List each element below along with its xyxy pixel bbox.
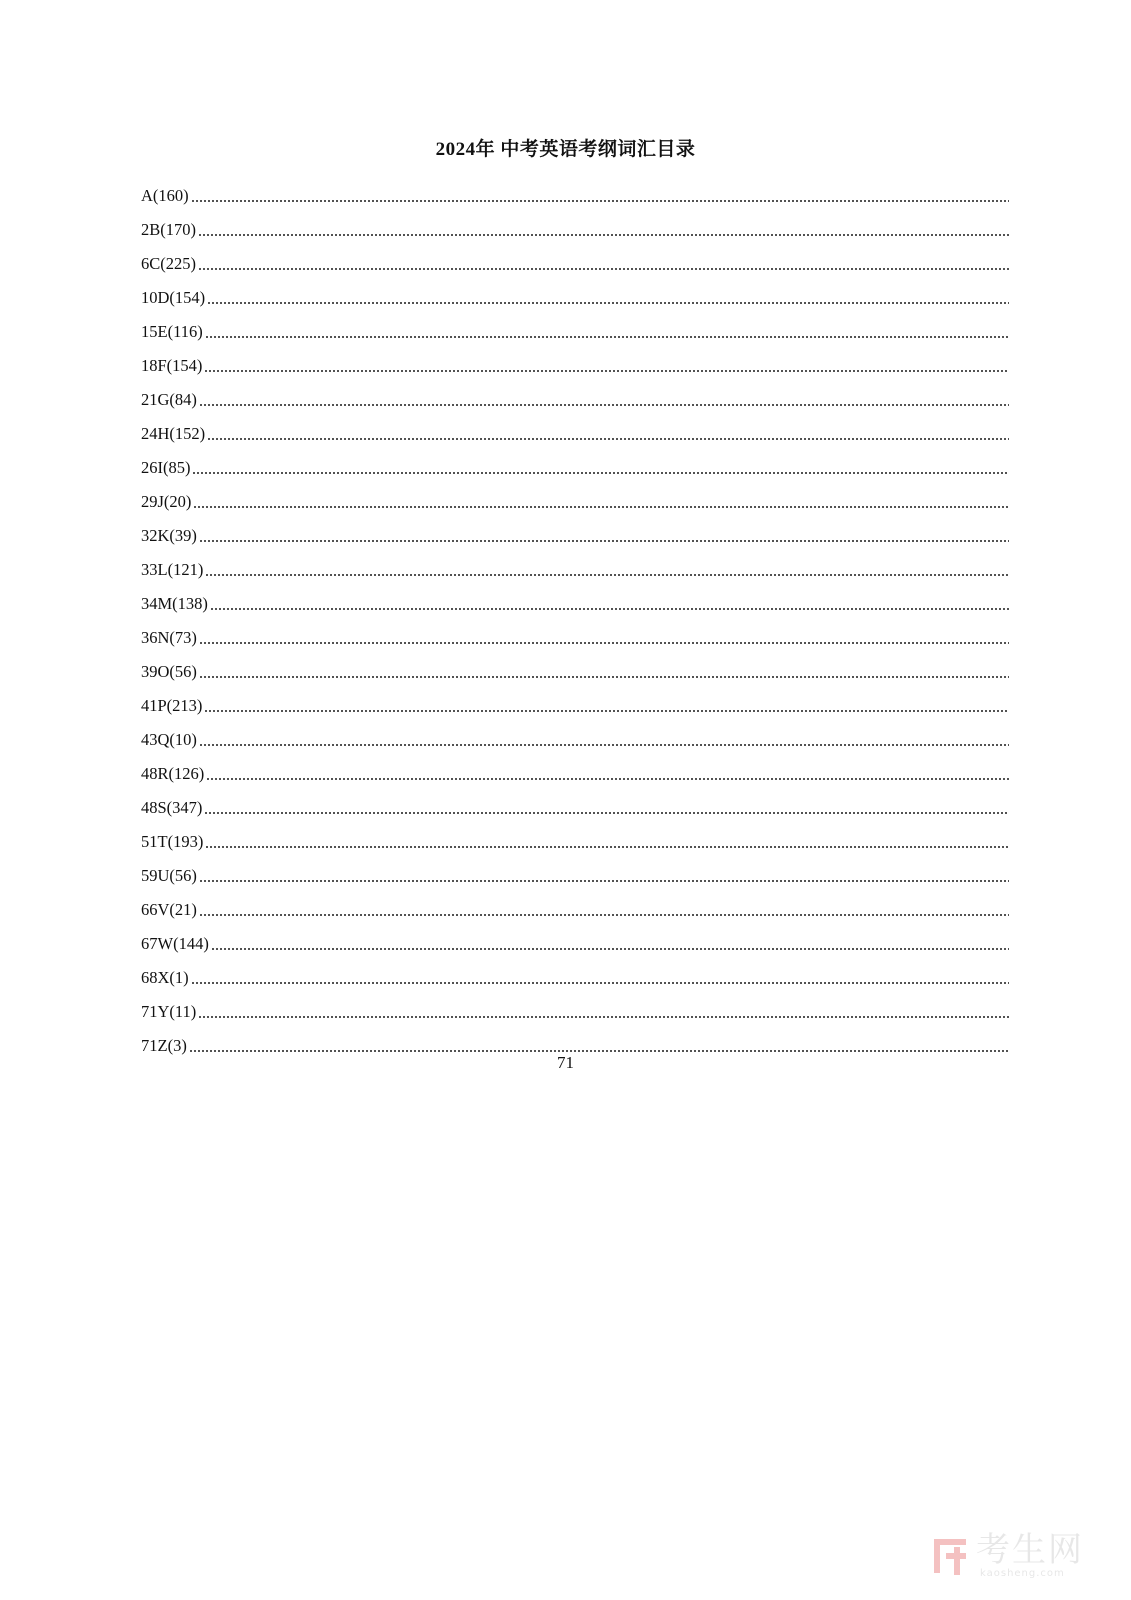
toc-entry-label: 29J(20): [141, 492, 192, 511]
toc-entry[interactable]: [141, 172, 1009, 206]
toc-entry-label: 59U(56): [141, 866, 197, 885]
toc-entry[interactable]: [141, 512, 1009, 546]
watermark-url: kaosheng.com: [980, 1567, 1065, 1579]
toc-entry-label: A(160): [141, 186, 189, 205]
toc-entry-label: 21G(84): [141, 390, 197, 409]
toc-dot-leader: [199, 880, 1009, 882]
toc-entry[interactable]: [141, 376, 1009, 410]
toc-entry[interactable]: [141, 920, 1009, 954]
toc-entry[interactable]: [141, 240, 1009, 274]
toc-dot-leader: [207, 438, 1009, 440]
toc-entry-label: 67W(144): [141, 934, 209, 953]
toc-dot-leader: [191, 200, 1009, 202]
toc-entry[interactable]: [141, 648, 1009, 682]
toc-entry-label: 24H(152): [141, 424, 206, 443]
toc-entry-label: 43Q(10): [141, 730, 197, 749]
toc-entry[interactable]: [141, 274, 1009, 308]
toc-dot-leader: [191, 982, 1009, 984]
toc-entry[interactable]: [141, 716, 1009, 750]
toc-entry-label: 26I(85): [141, 458, 191, 477]
toc-entry-label: 2B(170): [141, 220, 196, 239]
watermark: [930, 1530, 1090, 1580]
toc-dot-leader: [204, 812, 1009, 814]
page-number: 71: [557, 1053, 574, 1072]
toc-dot-leader: [199, 540, 1009, 542]
toc-entry-label: 34M(138): [141, 594, 208, 613]
toc-entry-label: 48R(126): [141, 764, 205, 783]
toc-entry-label: 15E(116): [141, 322, 203, 341]
toc-dot-leader: [211, 948, 1009, 950]
toc-entry-label: 10D(154): [141, 288, 206, 307]
toc-entry[interactable]: [141, 308, 1009, 342]
toc-dot-leader: [205, 336, 1009, 338]
toc-dot-leader: [199, 404, 1009, 406]
toc-dot-leader: [193, 506, 1009, 508]
toc-dot-leader: [189, 1050, 1009, 1052]
toc-entry[interactable]: [141, 478, 1009, 512]
toc-entry-label: 18F(154): [141, 356, 203, 375]
toc-entry-label: 51T(193): [141, 832, 204, 851]
toc-entry[interactable]: [141, 206, 1009, 240]
toc-entry[interactable]: [141, 1022, 1009, 1056]
toc-dot-leader: [204, 370, 1009, 372]
toc-entry-label: 68X(1): [141, 968, 189, 987]
toc-dot-leader: [198, 1016, 1009, 1018]
toc-dot-leader: [206, 778, 1009, 780]
toc-entry-label: 66V(21): [141, 900, 197, 919]
toc-dot-leader: [199, 914, 1009, 916]
page-title: 2024年 中考英语考纲词汇目录: [435, 139, 696, 160]
toc-entry-label: 39O(56): [141, 662, 197, 681]
toc-entry-label: 6C(225): [141, 254, 196, 273]
toc-entry[interactable]: [141, 546, 1009, 580]
toc-entry[interactable]: [141, 784, 1009, 818]
toc-entry[interactable]: [141, 988, 1009, 1022]
toc-entry-label: 33L(121): [141, 560, 204, 579]
toc-entry-label: 71Z(3): [141, 1036, 187, 1055]
toc-dot-leader: [205, 846, 1009, 848]
toc-dot-leader: [199, 744, 1009, 746]
toc-entry[interactable]: [141, 750, 1009, 784]
toc-entry[interactable]: [141, 444, 1009, 478]
toc-dot-leader: [204, 710, 1009, 712]
toc-dot-leader: [207, 302, 1009, 304]
toc-entry-label: 48S(347): [141, 798, 203, 817]
watermark-logo-icon: [930, 1533, 970, 1577]
toc-list: [141, 172, 1009, 1056]
toc-entry[interactable]: [141, 410, 1009, 444]
toc-entry-label: 32K(39): [141, 526, 197, 545]
toc-entry[interactable]: [141, 852, 1009, 886]
toc-entry[interactable]: [141, 614, 1009, 648]
toc-dot-leader: [210, 608, 1009, 610]
toc-entry-label: 71Y(11): [141, 1002, 197, 1021]
toc-dot-leader: [199, 642, 1009, 644]
watermark-text: 考生网: [976, 1529, 1084, 1570]
toc-entry[interactable]: [141, 886, 1009, 920]
toc-entry[interactable]: [141, 818, 1009, 852]
toc-dot-leader: [192, 472, 1009, 474]
toc-entry[interactable]: [141, 954, 1009, 988]
toc-entry[interactable]: [141, 682, 1009, 716]
toc-entry-label: 36N(73): [141, 628, 197, 647]
toc-dot-leader: [198, 234, 1009, 236]
toc-entry-label: 41P(213): [141, 696, 203, 715]
toc-dot-leader: [198, 268, 1009, 270]
toc-dot-leader: [199, 676, 1009, 678]
toc-dot-leader: [205, 574, 1009, 576]
toc-entry[interactable]: [141, 342, 1009, 376]
toc-entry[interactable]: [141, 580, 1009, 614]
